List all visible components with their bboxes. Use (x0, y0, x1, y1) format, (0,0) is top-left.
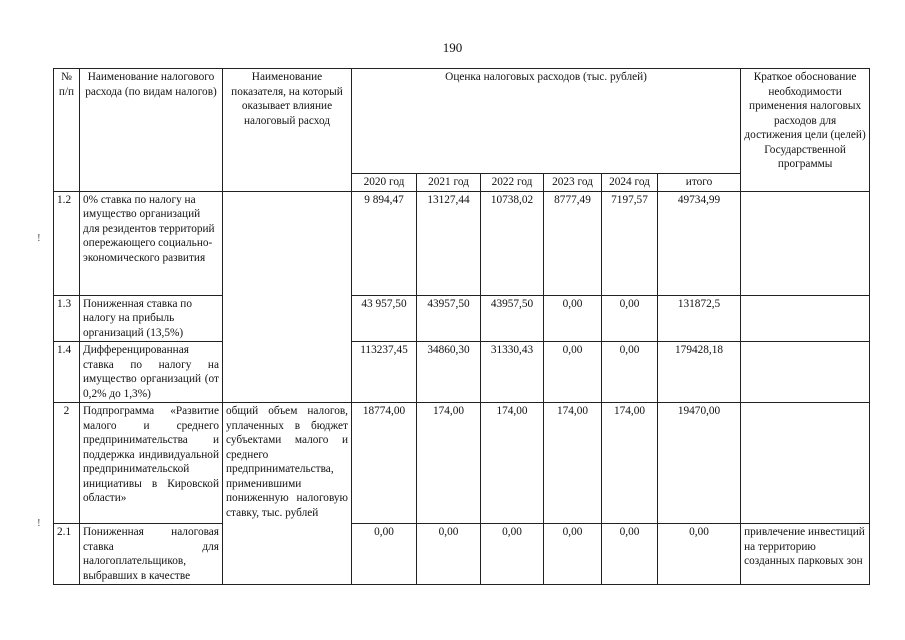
year-header: 2020 год (352, 174, 417, 192)
value-cell-total: 19470,00 (658, 403, 741, 524)
year-header: 2022 год (481, 174, 544, 192)
value-cell-total: 0,00 (658, 524, 741, 585)
value-cell-total: 49734,99 (658, 191, 741, 295)
value-cell: 174,00 (481, 403, 544, 524)
value-cell: 43957,50 (417, 295, 481, 342)
table-row (54, 524, 870, 585)
value-cell: 174,00 (544, 403, 602, 524)
value-cell: 31330,43 (481, 342, 544, 403)
value-cell: 0,00 (602, 295, 658, 342)
row-rationale: привлечение инвестиций на территорию созданных парковых зон (741, 524, 870, 585)
margin-mark: ! (37, 232, 41, 244)
row-number: 2.1 (54, 524, 80, 585)
row-name: 0% ставка по налогу на имущество организаций для резидентов территорий опережающего социально-экономического развития (80, 191, 223, 295)
value-cell: 7197,57 (602, 191, 658, 295)
row-number: 1.3 (54, 295, 80, 342)
row-rationale (741, 403, 870, 524)
row-name: Пониженная налоговая ставка для налогоплательщиков, выбравших в качестве (80, 524, 223, 585)
table-row (54, 342, 870, 403)
row-name: Подпрограмма «Развитие малого и среднего предпринимательства и поддержка индивидуальной предпринимательской инициативы в Кировской области» (80, 403, 223, 524)
row-rationale (741, 191, 870, 295)
row-rationale (741, 295, 870, 342)
row-name: Дифференцированная ставка по налогу на имущество организаций (от 0,2% до 1,3%) (80, 342, 223, 403)
value-cell: 0,00 (352, 524, 417, 585)
value-cell: 0,00 (602, 342, 658, 403)
value-cell: 174,00 (602, 403, 658, 524)
table-row (54, 191, 870, 295)
value-cell: 9 894,47 (352, 191, 417, 295)
row-rationale (741, 342, 870, 403)
value-cell: 0,00 (602, 524, 658, 585)
margin-mark: ! (37, 517, 41, 529)
value-cell: 0,00 (417, 524, 481, 585)
value-cell: 0,00 (481, 524, 544, 585)
tax-expenditure-table (53, 68, 870, 585)
value-cell: 43957,50 (481, 295, 544, 342)
value-cell: 113237,45 (352, 342, 417, 403)
value-cell: 10738,02 (481, 191, 544, 295)
value-cell: 0,00 (544, 295, 602, 342)
page-number: 190 (442, 40, 463, 55)
value-cell: 0,00 (544, 342, 602, 403)
row-number: 1.4 (54, 342, 80, 403)
year-header: 2021 год (417, 174, 481, 192)
row-indicator-empty (223, 191, 352, 403)
value-cell: 0,00 (544, 524, 602, 585)
table-row (54, 295, 870, 342)
year-header: 2023 год (544, 174, 602, 192)
header-name: Наименование налогового расхода (по видам налогов) (80, 69, 223, 192)
header-rationale: Краткое обоснование необходимости применения налоговых расходов для достижения цели (целей) Государственной программы (741, 69, 870, 192)
value-cell: 13127,44 (417, 191, 481, 295)
value-cell: 18774,00 (352, 403, 417, 524)
row-indicator: общий объем налогов, уплаченных в бюджет субъектами малого и среднего предпринимательства, применившими пониженную налоговую ставку, тыс. рублей (223, 403, 352, 585)
row-number: 1.2 (54, 191, 80, 295)
year-header-total: итого (658, 174, 741, 192)
header-row (54, 69, 870, 174)
row-number: 2 (54, 403, 80, 524)
value-cell-total: 131872,5 (658, 295, 741, 342)
table-row (54, 403, 870, 524)
value-cell: 34860,30 (417, 342, 481, 403)
value-cell: 174,00 (417, 403, 481, 524)
value-cell-total: 179428,18 (658, 342, 741, 403)
header-estimate: Оценка налоговых расходов (тыс. рублей) (352, 69, 741, 174)
value-cell: 43 957,50 (352, 295, 417, 342)
value-cell: 8777,49 (544, 191, 602, 295)
header-indicator: Наименование показателя, на который оказывает влияние налоговый расход (223, 69, 352, 192)
header-num: № п/п (54, 69, 80, 192)
year-header: 2024 год (602, 174, 658, 192)
row-name: Пониженная ставка по налогу на прибыль организаций (13,5%) (80, 295, 223, 342)
